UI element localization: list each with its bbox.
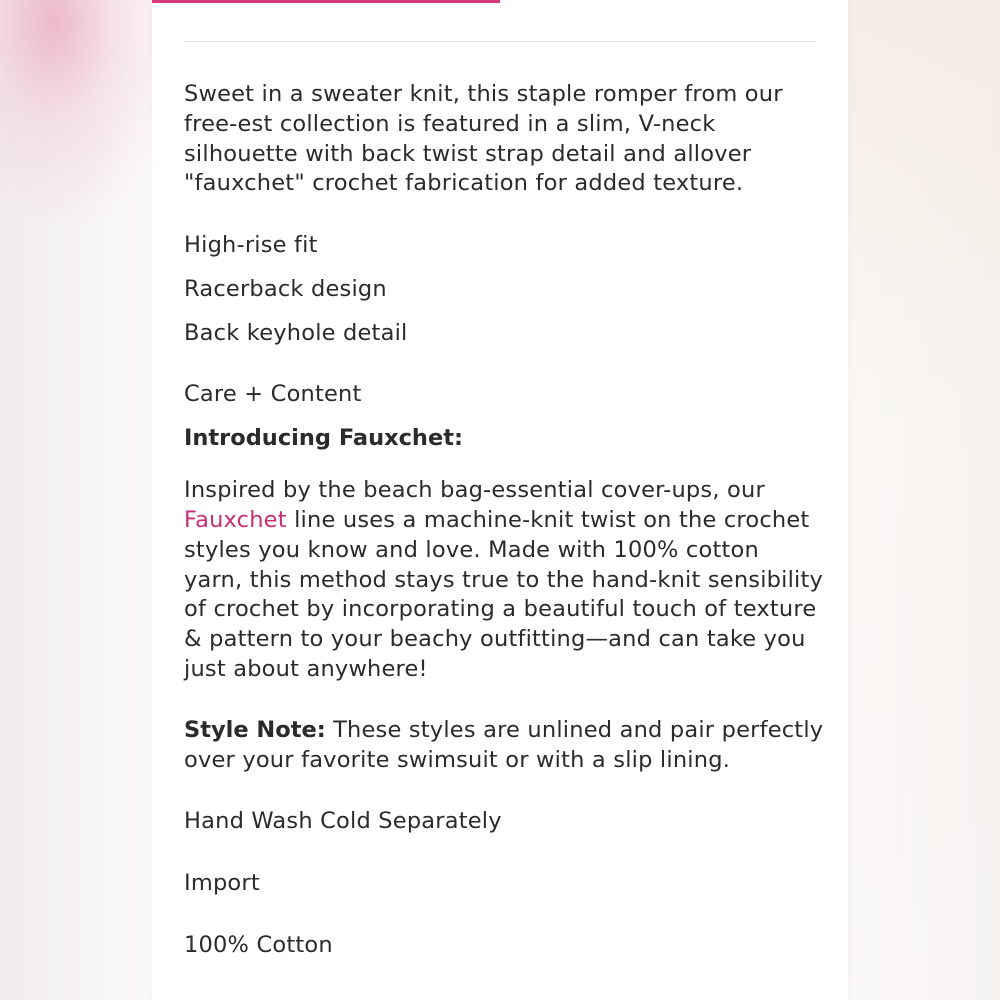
- feature-item: Racerback design: [184, 276, 387, 303]
- active-tab-indicator: [152, 0, 500, 3]
- material: 100% Cotton: [184, 931, 333, 958]
- description-content: [184, 80, 824, 993]
- feature-item: High-rise fit: [184, 232, 318, 259]
- fauxchet-paragraph: [184, 476, 824, 685]
- style-note-text: These styles are unlined and pair perfectly over your favorite swimsuit or with a slip lining.: [184, 716, 824, 773]
- divider: [184, 41, 816, 42]
- background-right-glow: [840, 0, 1000, 1000]
- feature-item: Back keyhole detail: [184, 320, 408, 347]
- origin: Import: [184, 870, 260, 897]
- fauxchet-text-end: line uses a machine-knit twist on the crochet styles you know and love. Made with 100% cotton yarn, this method stays true to the hand-knit sensibility of crochet by incorporating a beautiful touch of texture & pattern to your beachy outfitting—and can take you just about anywhere!: [184, 506, 824, 682]
- product-description-panel: [152, 0, 848, 1000]
- fauxchet-heading: Introducing Fauxchet:: [184, 425, 463, 452]
- style-note: [184, 716, 824, 776]
- feature-list: [184, 223, 824, 355]
- fauxchet-text-start: Inspired by the beach bag-essential cover-ups, our: [184, 477, 765, 504]
- care-instruction: Hand Wash Cold Separately: [184, 808, 502, 835]
- style-note-label: Style Note:: [184, 716, 326, 743]
- intro-paragraph: Sweet in a sweater knit, this staple romper from our free-est collection is featured in a slim, V-neck silhouette with back twist strap detail and allover "fauxchet" crochet fabrication for added texture.: [184, 81, 783, 197]
- fauxchet-link[interactable]: Fauxchet: [184, 506, 287, 533]
- care-content-heading: Care + Content: [184, 381, 362, 408]
